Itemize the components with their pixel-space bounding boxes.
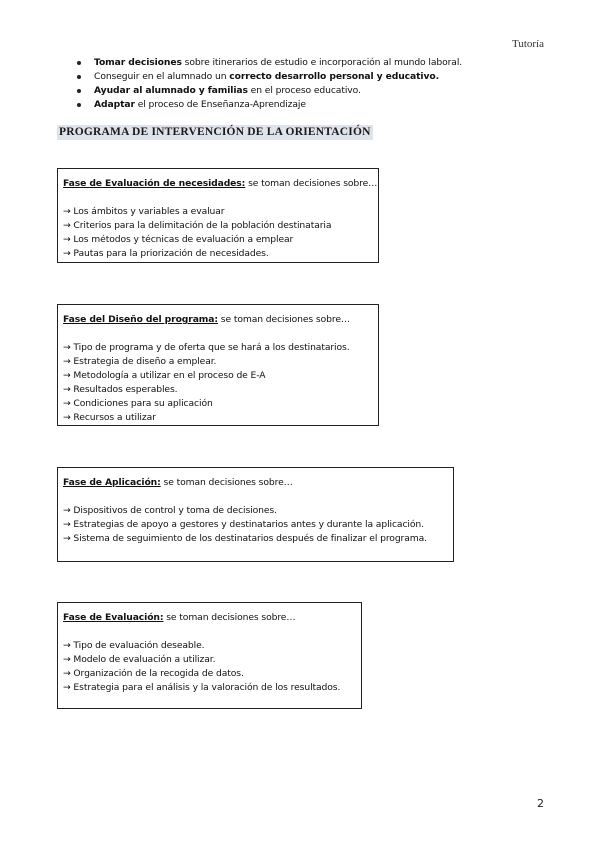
- phase-intro: se toman decisiones sobre…: [217, 314, 350, 325]
- item-text: el proceso de Enseñanza-Aprendizaje: [134, 99, 306, 110]
- phase-heading: [63, 177, 378, 191]
- phase-items: [63, 341, 378, 425]
- item-text: sobre itinerarios de estudio e incorporación al mundo laboral.: [181, 57, 463, 68]
- phase-box-needs-assessment: [57, 168, 379, 263]
- phase-box-application: [57, 467, 454, 562]
- list-item: → Organización de la recogida de datos.: [63, 667, 361, 681]
- phase-label: Fase de Aplicación:: [63, 477, 161, 488]
- list-item: → Resultados esperables.: [63, 383, 378, 397]
- phase-label: Fase de Evaluación:: [63, 612, 164, 623]
- phase-items: [63, 504, 453, 546]
- objectives-list: [72, 56, 462, 112]
- item-text: en el proceso educativo.: [247, 85, 361, 96]
- list-item: → Los ámbitos y variables a evaluar: [63, 205, 378, 219]
- phase-heading: [63, 313, 378, 327]
- list-item: → Pautas para la priorización de necesidades.: [63, 247, 378, 261]
- list-item: → Tipo de programa y de oferta que se hará a los destinatarios.: [63, 341, 378, 355]
- list-item: [72, 84, 462, 98]
- phase-intro: se toman decisiones sobre…: [163, 612, 296, 623]
- phase-heading: [63, 476, 453, 490]
- phase-label: Fase del Diseño del programa:: [63, 314, 218, 325]
- list-item: → Recursos a utilizar: [63, 411, 378, 425]
- phase-intro: se toman decisiones sobre…: [245, 178, 378, 189]
- list-item: → Sistema de seguimiento de los destinatarios después de finalizar el programa.: [63, 532, 453, 546]
- list-item: → Condiciones para su aplicación: [63, 397, 378, 411]
- phase-box-program-design: [57, 304, 379, 426]
- bold-phrase: Adaptar: [94, 99, 135, 110]
- phase-box-evaluation: [57, 602, 362, 709]
- list-item: [72, 56, 462, 70]
- list-item: → Estrategia para el análisis y la valoración de los resultados.: [63, 681, 361, 695]
- list-item: → Tipo de evaluación deseable.: [63, 639, 361, 653]
- phase-heading: [63, 611, 361, 625]
- phase-intro: se toman decisiones sobre…: [160, 477, 293, 488]
- bold-phrase: Ayudar al alumnado y familias: [94, 85, 248, 96]
- list-item: → Criterios para la delimitación de la población destinataria: [63, 219, 378, 233]
- page-number: 2: [537, 797, 544, 810]
- item-text: Conseguir en el alumnado un: [94, 71, 230, 82]
- list-item: [72, 98, 462, 112]
- section-title: PROGRAMA DE INTERVENCIÓN DE LA ORIENTACIÓN: [59, 126, 371, 138]
- list-item: → Metodología a utilizar en el proceso de E-A: [63, 369, 378, 383]
- list-item: → Modelo de evaluación a utilizar.: [63, 653, 361, 667]
- list-item: → Los métodos y técnicas de evaluación a emplear: [63, 233, 378, 247]
- running-header: Tutoría: [512, 38, 544, 50]
- bold-phrase: Tomar decisiones: [94, 57, 182, 68]
- list-item: → Dispositivos de control y toma de decisiones.: [63, 504, 453, 518]
- phase-label: Fase de Evaluación de necesidades:: [63, 178, 246, 189]
- bold-phrase: correcto desarrollo personal y educativo.: [229, 71, 439, 82]
- list-item: → Estrategias de apoyo a gestores y destinatarios antes y durante la aplicación.: [63, 518, 453, 532]
- phase-items: [63, 205, 378, 261]
- phase-items: [63, 639, 361, 695]
- list-item: → Estrategia de diseño a emplear.: [63, 355, 378, 369]
- list-item: [72, 70, 462, 84]
